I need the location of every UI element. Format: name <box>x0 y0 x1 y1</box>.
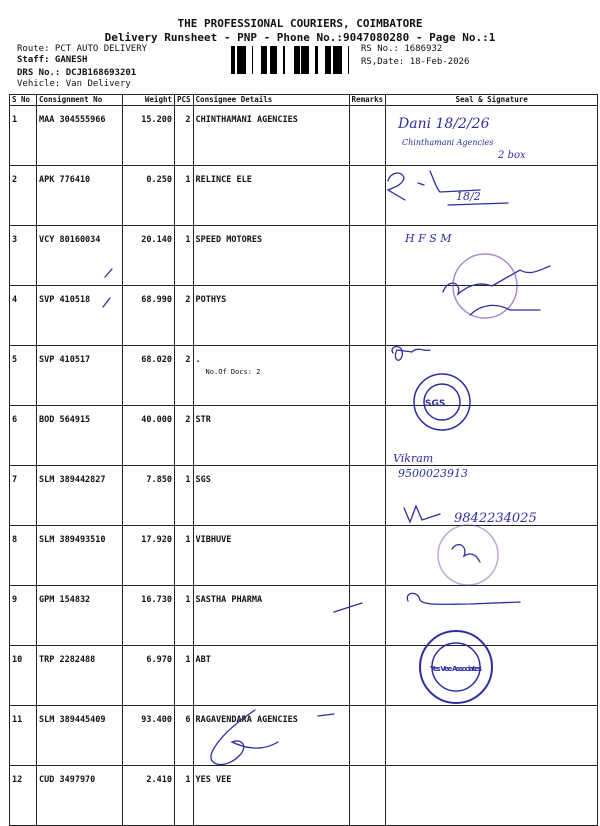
vehicle-label: Vehicle: Van Delivery <box>17 79 131 89</box>
consignee-cell-text: STR <box>195 415 211 425</box>
consignee-cell-text: SASTHA PHARMA <box>195 595 263 605</box>
company-title: THE PROFESSIONAL COURIERS, COIMBATORE <box>177 17 423 30</box>
weight-cell-text: 40.000 <box>141 415 172 425</box>
sno-cell-text: 7 <box>12 475 18 485</box>
sno-cell-text: 1 <box>12 115 18 125</box>
consignment-cell-text: APK 776410 <box>39 175 91 185</box>
sno-cell-text: 10 <box>12 655 23 665</box>
signature-stroke <box>448 203 508 205</box>
pcs-cell-text: 1 <box>185 535 191 545</box>
consignment-cell-text: GPM 154832 <box>39 595 91 605</box>
handwritten-row2-date: 18/2 <box>456 190 481 203</box>
col-sno: S No <box>10 95 37 106</box>
weight-cell-text: 68.020 <box>141 355 172 365</box>
pcs-cell-text: 1 <box>185 775 191 785</box>
tick-mark <box>105 269 112 277</box>
pcs-cell-text: 2 <box>185 415 191 425</box>
pcs-cell-text: 2 <box>185 115 191 125</box>
consignment-cell-text: TRP 2282488 <box>39 655 96 665</box>
handwritten-row1-name: Chinthamani Agencies <box>402 138 494 147</box>
bottom-scrawl <box>318 714 334 716</box>
sno-cell-text: 8 <box>12 535 18 545</box>
col-remarks: Remarks <box>349 95 386 106</box>
signature-stroke <box>392 347 430 361</box>
pcs-cell-text: 1 <box>185 655 191 665</box>
sno-cell-text: 3 <box>12 235 18 245</box>
weight-cell-text: 20.140 <box>141 235 172 245</box>
consignee-cell-text: RELINCE ELE <box>195 175 252 185</box>
handwritten-row1-box: 2 box <box>498 150 526 161</box>
row10-stamp <box>438 525 498 585</box>
sno-cell-text: 12 <box>12 775 23 785</box>
row12-stamp-text: Yes Vee Associates <box>430 665 482 673</box>
sno-cell-text: 5 <box>12 355 18 365</box>
weight-cell-text: 6.970 <box>146 655 172 665</box>
consignment-cell-text: MAA 304555966 <box>39 115 106 125</box>
consignment-cell-text: SLM 389445409 <box>39 715 106 725</box>
consignee-cell-text: CHINTHAMANI AGENCIES <box>195 115 298 125</box>
staff-label: Staff: GANESH <box>17 55 88 65</box>
col-pcs: PCS <box>175 95 194 106</box>
consignee-cell-text: YES VEE <box>195 775 232 785</box>
col-consignee: Consignee Details <box>193 95 349 106</box>
sno-cell-text: 6 <box>12 415 18 425</box>
rs-number: RS No.: 1686932 <box>361 44 443 54</box>
signature-stroke <box>407 593 520 604</box>
consignment-cell-text: VCY 80160034 <box>39 235 101 245</box>
pcs-cell-text: 2 <box>185 295 191 305</box>
weight-cell-text: 68.990 <box>141 295 172 305</box>
col-weight: Weight <box>123 95 175 106</box>
row4-stamp <box>453 254 517 318</box>
consignee-cell-text: ABT <box>195 655 211 665</box>
weight-cell-text: 17.920 <box>141 535 172 545</box>
weight-cell-text: 2.410 <box>146 775 172 785</box>
docs-count: No.Of Docs: 2 <box>205 368 261 376</box>
consignment-cell-text: SVP 410517 <box>39 355 91 365</box>
tick-mark <box>103 298 110 307</box>
consignee-cell-text: . <box>195 355 201 365</box>
pcs-cell-text: 1 <box>185 595 191 605</box>
weight-cell-text: 93.400 <box>141 715 172 725</box>
consignment-cell-text: BOD 564915 <box>39 415 91 425</box>
consignment-cell-text: SLM 389493510 <box>39 535 106 545</box>
consignee-cell-text: VIBHUVE <box>195 535 232 545</box>
consignee-cell-text: SPEED MOTORES <box>195 235 263 245</box>
handwritten-row9-phone: 9842234025 <box>454 511 537 526</box>
runsheet-subtitle: Delivery Runsheet - PNP - Phone No.:9047080280 - Page No.:1 <box>104 31 496 44</box>
sno-cell-text: 9 <box>12 595 18 605</box>
signature-stroke <box>404 506 440 522</box>
rs-date: RS,Date: 18-Feb-2026 <box>361 57 470 67</box>
signature-stroke <box>452 545 480 562</box>
sno-cell-text: 4 <box>12 295 18 305</box>
consignee-cell-text: RAGAVENDARA AGENCIES <box>195 715 298 725</box>
route-label: Route: PCT AUTO DELIVERY <box>17 44 148 54</box>
consignee-cell-text: POTHYS <box>195 295 227 305</box>
remarks-stroke <box>334 603 362 612</box>
pcs-cell-text: 6 <box>185 715 191 725</box>
signature-stroke <box>443 266 550 294</box>
weight-cell-text: 7.850 <box>146 475 172 485</box>
sno-cell-text: 2 <box>12 175 18 185</box>
signature-stroke <box>388 173 405 200</box>
signature-stroke <box>418 171 480 192</box>
consignment-cell-text: CUD 3497970 <box>39 775 96 785</box>
pcs-cell-text: 1 <box>185 475 191 485</box>
consignment-cell-text: SVP 410518 <box>39 295 91 305</box>
weight-cell-text: 15.200 <box>141 115 172 125</box>
sno-cell-text: 11 <box>12 715 23 725</box>
col-seal: Seal & Signature <box>386 95 598 106</box>
handwritten-row3: H F S M <box>405 232 452 245</box>
bottom-scrawl <box>211 710 278 765</box>
weight-cell-text: 16.730 <box>141 595 172 605</box>
pcs-cell-text: 1 <box>185 235 191 245</box>
col-consignment: Consignment No <box>37 95 123 106</box>
handwritten-row1: Dani 18/2/26 <box>398 116 490 132</box>
pcs-cell-text: 2 <box>185 355 191 365</box>
row7-stamp-text: SGS <box>425 399 446 409</box>
handwritten-row8-phone: 9500023913 <box>398 467 468 480</box>
pcs-cell-text: 1 <box>185 175 191 185</box>
weight-cell-text: 0.250 <box>146 175 172 185</box>
drs-number: DRS No.: DCJB168693201 <box>17 68 137 78</box>
handwritten-row8-name: Vikram <box>393 452 434 465</box>
consignment-cell-text: SLM 389442827 <box>39 475 106 485</box>
consignee-cell-text: SGS <box>195 475 211 485</box>
